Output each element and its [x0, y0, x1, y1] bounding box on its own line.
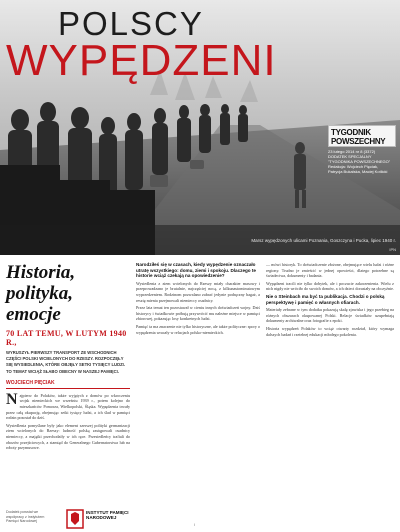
issue-line: 23 lutego 2014 nr 8 (3372): [328, 149, 376, 154]
column-3-text-cont: [266, 307, 394, 337]
masthead-title: [0, 0, 310, 96]
column-3-text: [266, 262, 394, 292]
paragraph: Wysiedlenia z ziem wcielonych do Rzeszy miały charakter masowy i przeprowadzano je brutalnie, najczęściej nocą, z kilkunastominutowym wyprzedzeniem. Rodzinom pozwalano zabrać jedynie podręczny bagaż, a resztę mienia przejmowali niemieccy osadnicy.: [136, 280, 260, 303]
magazine-name: TYGODNIK POWSZECHNY: [331, 128, 386, 146]
interview-question: Nie o Steinbach ma być ta publikacja. Chodzi o polską perspektywę i pamięć o własnych ofiarach.: [266, 293, 385, 305]
ipn-logo: [66, 508, 130, 530]
paragraph: Najpierw do Polaków, także wyjętych z domów po wkroczeniu wojsk niemieckich we wrześniu 1939 r., potem kolejno do mieszkańców Pomorza, Wielkopolski, Śląska. Wypędzenia trwały przez całą okupację, obejmując setki tysięcy ludzi, a ich ślad w pamięci rodzin pozostał do dziś.: [6, 392, 130, 421]
paragraph: Wypędzeni tracili nie tylko dobytek, ale i poczucie zakorzenienia. Wielu z nich nigdy nie wróciło do swoich domów, a ich dzieci dorastały na obczyźnie.: [266, 280, 394, 292]
column-2-text: [136, 281, 260, 335]
hero-photo-area: [0, 0, 400, 255]
title-wypedzeni: WYPĘDZENI: [6, 36, 277, 85]
paragraph: Historia wypędzeń Polaków to wciąż otwarty rozdział, który wymaga dalszych badań i rzetelnej edukacji młodego pokolenia.: [266, 325, 394, 337]
partner-credit: Dodatek powstał we współpracy z Instytutem Pamięci Narodowej: [6, 510, 45, 524]
issue-line: Patrycja Bukalska, Maciej Kotlicki: [328, 169, 388, 174]
article-author: WOJCIECH PIĘCIAK: [6, 379, 55, 386]
page-number: I: [194, 522, 196, 527]
issue-line: Redakcja: Wojciech Pięciak,: [328, 164, 379, 169]
paragraph: — mówi historyk. To doświadczenie złożone, obejmujące wielu ludzi i różne regiony. Trudno je zmieścić w jednej opowieści, dlatego potrzebne są świadectwa, dokumenty i badania.: [266, 262, 394, 279]
ipn-name: INSTYTUT PAMIĘCI NARODOWEJ: [86, 510, 129, 521]
issue-line: DODATEK SPECJALNY: [328, 154, 372, 159]
article-intro-column: [6, 262, 130, 526]
paragraph: Materiały zebrane w tym dodatku pokazują skalę zjawiska i jego przebieg na różnych obszarach okupowanej Polski. Relacje świadków uzupełniają dokumenty archiwalne oraz fotografie z epoki.: [266, 307, 394, 324]
article-kicker: 70 LAT TEMU, W LUTYM 1940 R.,: [6, 329, 127, 347]
magazine-logo: [328, 125, 396, 147]
magazine-issue-info: [328, 149, 396, 174]
ipn-partner-block: [6, 508, 130, 530]
photo-credit: IPN: [389, 247, 396, 252]
paragraph: Wysiedlenia pomyślane były jako element szerszej polityki germanizacji ziem wcielonych do Rzeszy: ludność polską zastępowali osadnicy niemieccy, a majątki przechodziły w ich ręce. Przesiedleńcy trafiali do obozów przejściowych, a stamtąd do Generalnego Gubernatorstwa lub na roboty przymusowe.: [6, 422, 130, 451]
paragraph: Przez lata temat ten pozostawał w cieniu innych doświadczeń wojny. Dziś historycy i świadkowie próbują przywrócić mu należne miejsce w pamięci zbiorowej, pokazując losy konkretnych ludzi.: [136, 305, 260, 322]
article-lead: WYRUSZYŁ PIERWSZY TRANSPORT ZE WSCHODNICH CZĘŚCI POLSKI WCIELONYCH DO RZESZY. ROZPOCZĘŁY SIĘ WYSIEDLENIA, KTÓRE OBJĘŁY SETKI TYSIĘCY LUDZI. TO TEMAT WCIĄŻ SŁABO OBECNY W NASZEJ PAMIĘCI.: [6, 350, 125, 374]
issue-line: "TYGODNIKA POWSZECHNEGO": [328, 159, 391, 164]
author-divider: [6, 388, 130, 389]
drop-cap: N: [6, 392, 18, 408]
paragraph: Pamięć ta ma znaczenie nie tylko historyczne, ale także polityczne: spory o wypędzenia wracały w relacjach polsko-niemieckich.: [136, 323, 260, 335]
article-headline: Historia, polityka, emocje: [6, 262, 76, 325]
magazine-supplement-block: [328, 125, 396, 213]
article-column-2: [136, 262, 260, 526]
photo-caption: Marsz wypędzonych ulicami Poznania, Goszczyna i Pucka, lipiec 1940 r.: [251, 238, 396, 243]
article-column-3: [266, 262, 394, 526]
ipn-emblem-icon: [66, 509, 84, 529]
interview-question: Narodziłeś się w czasach, kiedy wypędzenie oznaczało utratę wszystkiego: domu, ziemi i spokoju. Dlaczego te historie wciąż czekają na opowiedzenie?: [136, 262, 256, 279]
title-polscy: POLSCY: [58, 5, 204, 42]
